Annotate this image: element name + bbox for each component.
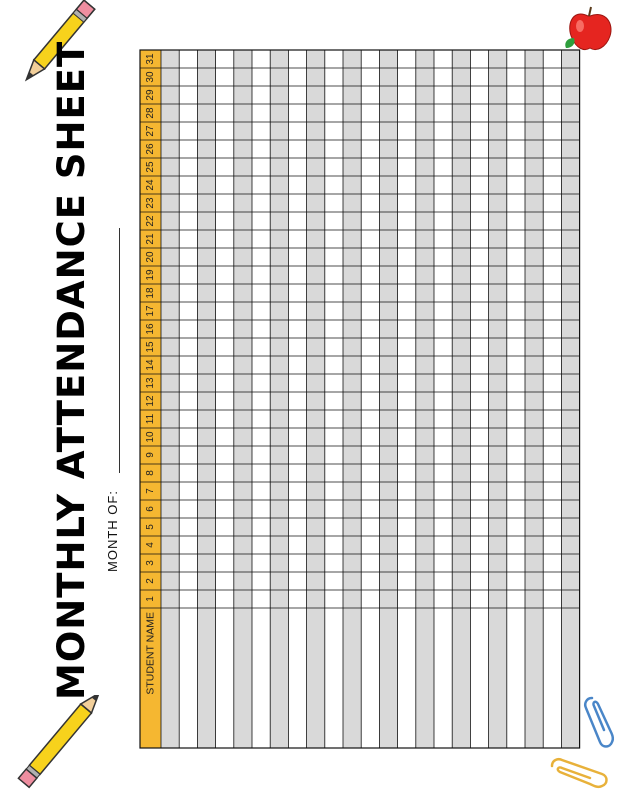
day-label: 1 <box>145 596 156 602</box>
day-label: 20 <box>145 251 156 263</box>
day-label: 30 <box>145 71 156 83</box>
day-label: 14 <box>145 359 156 371</box>
student-row[interactable] <box>161 50 179 748</box>
day-label: 2 <box>145 578 156 584</box>
month-of-label: MONTH OF: <box>105 490 120 572</box>
student-row[interactable] <box>452 50 470 748</box>
student-row[interactable] <box>470 50 488 748</box>
student-row[interactable] <box>234 50 252 748</box>
student-row[interactable] <box>343 50 361 748</box>
student-row[interactable] <box>361 50 379 748</box>
day-label: 29 <box>145 89 156 101</box>
student-row[interactable] <box>507 50 525 748</box>
student-row[interactable] <box>398 50 416 748</box>
day-label: 3 <box>145 560 156 566</box>
student-row[interactable] <box>416 50 434 748</box>
day-label: 25 <box>145 161 156 173</box>
day-label: 10 <box>145 431 156 443</box>
day-label: 9 <box>145 452 156 458</box>
day-label: 28 <box>145 107 156 119</box>
day-label: 6 <box>145 506 156 512</box>
day-label: 26 <box>145 143 156 155</box>
student-row[interactable] <box>288 50 306 748</box>
day-label: 22 <box>145 215 156 227</box>
day-label: 16 <box>145 323 156 335</box>
student-row[interactable] <box>434 50 452 748</box>
day-label: 19 <box>145 269 156 281</box>
day-label: 21 <box>145 233 156 245</box>
day-label: 24 <box>145 179 156 191</box>
day-label: 15 <box>145 341 156 353</box>
day-label: 18 <box>145 287 156 299</box>
day-label: 23 <box>145 197 156 209</box>
day-label: 17 <box>145 305 156 317</box>
student-row[interactable] <box>525 50 543 748</box>
day-label: 8 <box>145 470 156 476</box>
student-row[interactable] <box>561 50 579 748</box>
student-row[interactable] <box>489 50 507 748</box>
student-row[interactable] <box>216 50 234 748</box>
sheet-title: MONTHLY ATTENDANCE SHEET <box>50 40 93 700</box>
student-row[interactable] <box>543 50 561 748</box>
day-label: 4 <box>145 542 156 548</box>
day-label: 12 <box>145 395 156 407</box>
student-row[interactable] <box>270 50 288 748</box>
day-label: 31 <box>145 53 156 65</box>
student-row[interactable] <box>325 50 343 748</box>
student-row[interactable] <box>252 50 270 748</box>
student-row[interactable] <box>307 50 325 748</box>
student-name-header: STUDENT NAME <box>144 612 157 695</box>
student-row[interactable] <box>179 50 197 748</box>
day-label: 11 <box>145 413 156 425</box>
day-label: 5 <box>145 524 156 530</box>
student-row[interactable] <box>197 50 215 748</box>
day-label: 7 <box>145 488 156 494</box>
student-row[interactable] <box>379 50 397 748</box>
day-label: 27 <box>145 125 156 137</box>
day-label: 13 <box>145 377 156 389</box>
